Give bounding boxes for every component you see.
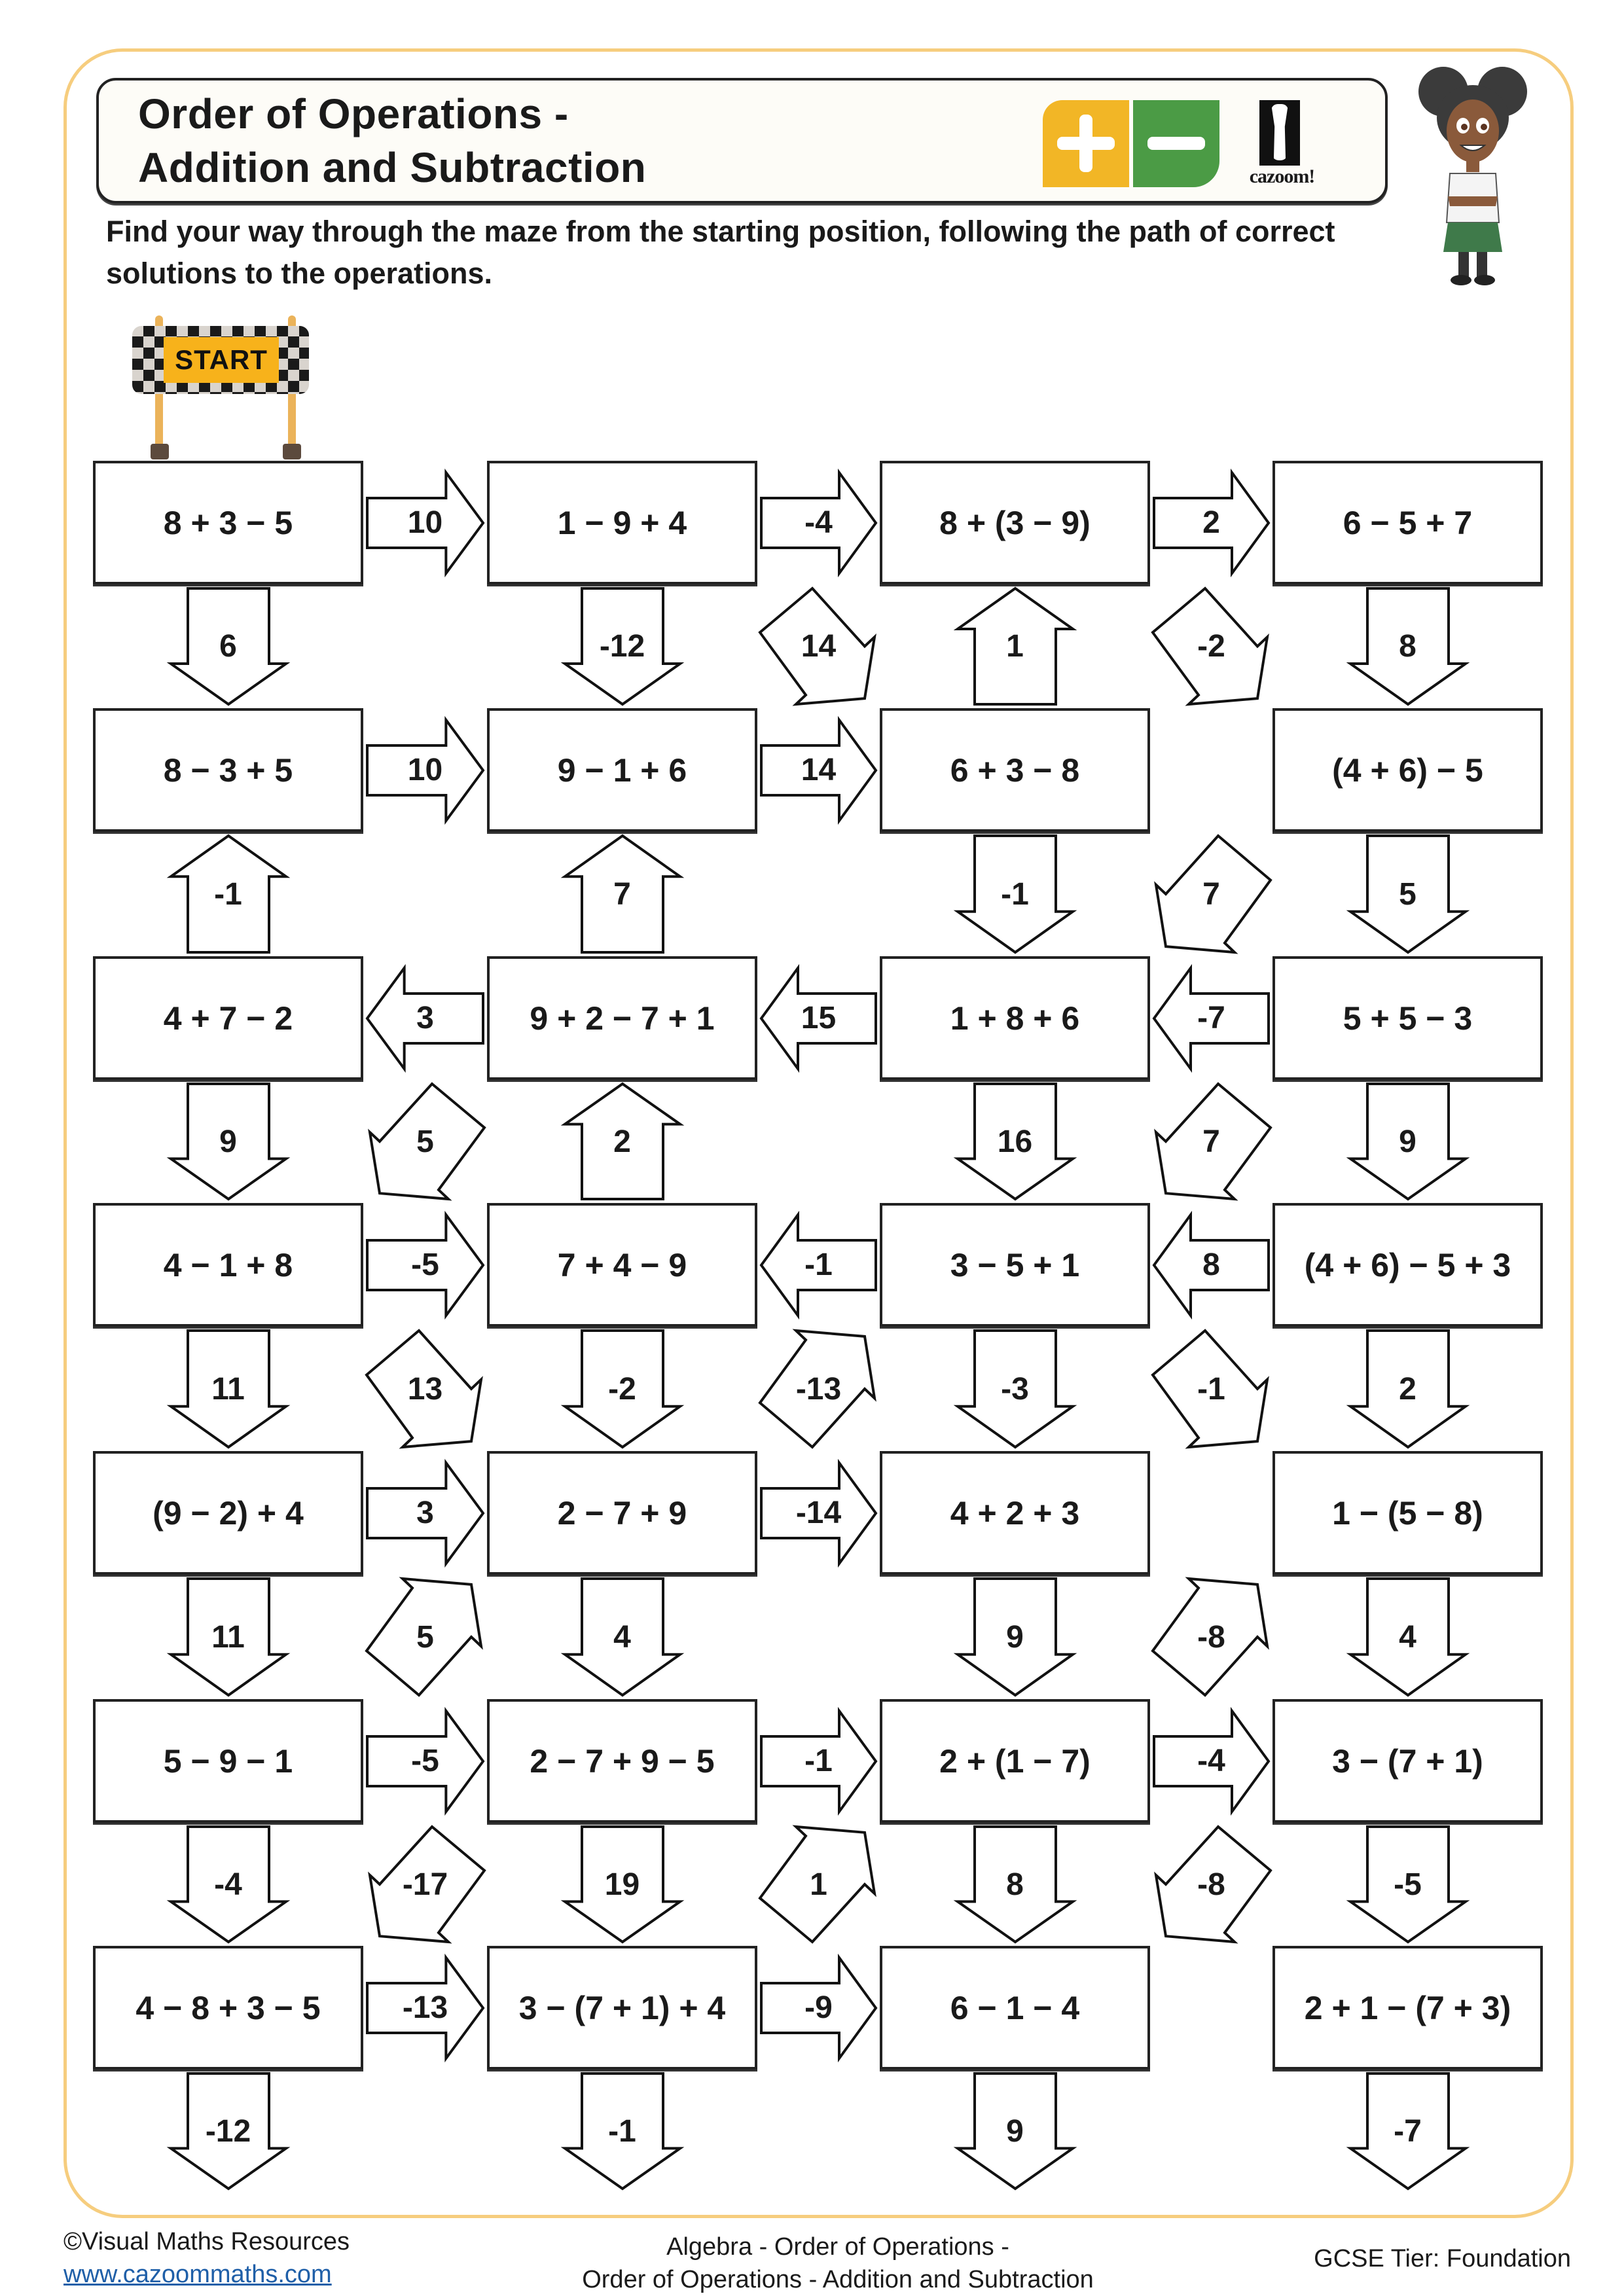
maze-box[interactable]: 2 + (1 − 7): [880, 1699, 1150, 1823]
arrow-label: -14: [795, 1496, 842, 1530]
arrow-up[interactable]: [565, 836, 680, 952]
maze-box[interactable]: 3 − (7 + 1) + 4: [487, 1946, 757, 2070]
maze-box[interactable]: 4 − 1 + 8: [93, 1203, 363, 1327]
arrow-down[interactable]: [1350, 1084, 1466, 1199]
arrow-label: 8: [1399, 629, 1416, 664]
title-banner: [96, 78, 1388, 204]
arrow-right[interactable]: [1154, 473, 1269, 573]
arrow-label: -17: [402, 1867, 448, 1902]
maze-box[interactable]: (4 + 6) − 5: [1272, 708, 1543, 832]
arrow-label: 10: [407, 753, 443, 787]
maze-box[interactable]: 4 − 8 + 3 − 5: [93, 1946, 363, 2070]
website-link[interactable]: www.cazoommaths.com: [63, 2261, 332, 2288]
arrow-label: -1: [804, 1247, 833, 1282]
maze-box[interactable]: 2 + 1 − (7 + 3): [1272, 1946, 1543, 2070]
arrow-label: 5: [416, 1619, 434, 1655]
maze-box[interactable]: 1 − (5 − 8): [1272, 1451, 1543, 1575]
arrow-down-right[interactable]: [1153, 1331, 1271, 1447]
arrow-down[interactable]: [171, 1579, 286, 1695]
arrow-label: 14: [801, 629, 837, 664]
arrow-down-left[interactable]: [1153, 1827, 1271, 1942]
arrow-down[interactable]: [958, 2073, 1073, 2189]
arrow-label: 9: [1399, 1124, 1416, 1159]
maze-box[interactable]: 2 − 7 + 9 − 5: [487, 1699, 757, 1823]
arrow-right[interactable]: [367, 473, 483, 573]
arrow-right[interactable]: [1154, 1711, 1269, 1812]
arrow-down-right[interactable]: [760, 588, 878, 704]
arrow-left[interactable]: [761, 1215, 876, 1316]
arrow-up-right[interactable]: [760, 1331, 878, 1447]
arrow-right[interactable]: [367, 720, 483, 821]
arrow-label: -5: [411, 1247, 439, 1282]
arrow-label: 16: [997, 1124, 1033, 1159]
arrow-up-right[interactable]: [367, 1579, 484, 1695]
arrow-label: 9: [1006, 1619, 1024, 1655]
maze-box[interactable]: 9 + 2 − 7 + 1: [487, 956, 757, 1080]
maze-box[interactable]: 5 − 9 − 1: [93, 1699, 363, 1823]
arrow-down[interactable]: [171, 588, 286, 704]
arrow-label: 6: [219, 629, 237, 664]
topic-line2: Order of Operations - Addition and Subtraction: [582, 2266, 1094, 2293]
arrow-label: 5: [1399, 876, 1416, 912]
arrow-down-left[interactable]: [367, 1084, 484, 1199]
start-label: START: [175, 344, 268, 375]
copyright-text: ©Visual Maths Resources: [63, 2228, 350, 2255]
arrow-label: -7: [1394, 2113, 1422, 2149]
arrow-label: -9: [804, 1990, 833, 2025]
arrow-down[interactable]: [958, 1579, 1073, 1695]
arrow-label: -1: [214, 876, 242, 912]
arrow-label: 8: [1202, 1247, 1220, 1282]
arrow-label: 3: [416, 1496, 434, 1530]
plus-tile-icon: [1043, 100, 1129, 187]
arrow-down[interactable]: [565, 2073, 680, 2189]
arrow-label: -1: [1001, 876, 1029, 912]
arrow-label: -2: [1197, 629, 1225, 664]
arrow-down[interactable]: [565, 1827, 680, 1942]
maze-box[interactable]: 4 + 2 + 3: [880, 1451, 1150, 1575]
page-title-line2: Addition and Subtraction: [138, 144, 647, 191]
arrow-down[interactable]: [1350, 2073, 1466, 2189]
arrow-label: -5: [1394, 1867, 1422, 1902]
arrow-left[interactable]: [761, 968, 876, 1069]
arrow-label: 2: [613, 1124, 631, 1159]
maze-box[interactable]: 6 + 3 − 8: [880, 708, 1150, 832]
arrow-label: -4: [214, 1867, 242, 1902]
maze-box[interactable]: 8 − 3 + 5: [93, 708, 363, 832]
maze-box[interactable]: 9 − 1 + 6: [487, 708, 757, 832]
maze-box[interactable]: (9 − 2) + 4: [93, 1451, 363, 1575]
start-sign: [132, 314, 309, 461]
arrow-label: 1: [1006, 629, 1024, 664]
tier-text: GCSE Tier: Foundation: [1314, 2245, 1571, 2272]
arrow-right[interactable]: [367, 1215, 483, 1316]
arrow-right[interactable]: [367, 1463, 483, 1564]
arrow-down-left[interactable]: [1153, 1084, 1271, 1199]
cazoom-logo-icon: [1248, 94, 1316, 192]
arrow-down[interactable]: [1350, 588, 1466, 704]
arrow-label: 2: [1202, 505, 1220, 540]
arrow-down[interactable]: [958, 1331, 1073, 1447]
maze-box[interactable]: 8 + (3 − 9): [880, 461, 1150, 584]
topic-line1: Algebra - Order of Operations -: [666, 2233, 1009, 2261]
arrow-label: -3: [1001, 1371, 1029, 1407]
arrow-label: 9: [219, 1124, 237, 1159]
arrow-down[interactable]: [1350, 1579, 1466, 1695]
page-title-line1: Order of Operations -: [138, 90, 569, 137]
arrow-right[interactable]: [761, 1711, 876, 1812]
maze-box[interactable]: 8 + 3 − 5: [93, 461, 363, 584]
maze-box[interactable]: 1 + 8 + 6: [880, 956, 1150, 1080]
arrow-label: -7: [1197, 1001, 1225, 1035]
arrow-down-right[interactable]: [367, 1331, 484, 1447]
maze-box[interactable]: 3 − (7 + 1): [1272, 1699, 1543, 1823]
logo-text: cazoom!: [1249, 166, 1315, 187]
arrow-label: 4: [1399, 1619, 1416, 1655]
arrow-label: 13: [407, 1371, 443, 1407]
arrow-down[interactable]: [171, 1331, 286, 1447]
arrow-label: 14: [801, 753, 837, 787]
arrow-label: -13: [795, 1371, 842, 1407]
arrow-label: -4: [1197, 1744, 1225, 1778]
arrow-up[interactable]: [565, 1084, 680, 1199]
arrow-label: 11: [211, 1371, 245, 1407]
arrow-label: -13: [402, 1990, 448, 2025]
maze-box[interactable]: 6 − 5 + 7: [1272, 461, 1543, 584]
girl-mascot-icon: [1407, 65, 1538, 288]
maze-box[interactable]: 4 + 7 − 2: [93, 956, 363, 1080]
arrow-label: -1: [1197, 1371, 1225, 1407]
arrow-up[interactable]: [171, 836, 286, 952]
arrow-label: 3: [416, 1001, 434, 1035]
arrow-down[interactable]: [565, 1331, 680, 1447]
arrow-label: -1: [804, 1744, 833, 1778]
arrow-left[interactable]: [1154, 1215, 1269, 1316]
arrow-right[interactable]: [367, 1958, 483, 2058]
arrow-label: 15: [801, 1001, 837, 1035]
arrow-label: -4: [804, 505, 833, 540]
arrow-label: 7: [1202, 876, 1220, 912]
arrow-label: -1: [608, 2113, 636, 2149]
arrow-label: 4: [613, 1619, 631, 1655]
arrow-down[interactable]: [1350, 836, 1466, 952]
arrow-label: 8: [1006, 1867, 1024, 1902]
arrow-down[interactable]: [958, 1827, 1073, 1942]
arrow-label: 11: [211, 1619, 245, 1655]
maze-box[interactable]: 6 − 1 − 4: [880, 1946, 1150, 2070]
arrow-right[interactable]: [761, 1958, 876, 2058]
arrow-down-left[interactable]: [1153, 836, 1271, 952]
arrow-down[interactable]: [565, 1579, 680, 1695]
arrow-down[interactable]: [171, 1827, 286, 1942]
arrow-label: -5: [411, 1744, 439, 1778]
arrow-right[interactable]: [761, 720, 876, 821]
arrow-label: 7: [1202, 1124, 1220, 1159]
maze-box[interactable]: (4 + 6) − 5 + 3: [1272, 1203, 1543, 1327]
arrow-label: 9: [1006, 2113, 1024, 2149]
arrow-label: -8: [1197, 1619, 1225, 1655]
arrow-down[interactable]: [565, 588, 680, 704]
arrow-up-right[interactable]: [1153, 1579, 1271, 1695]
arrow-down[interactable]: [171, 2073, 286, 2189]
arrow-label: -8: [1197, 1867, 1225, 1902]
maze-box[interactable]: 3 − 5 + 1: [880, 1203, 1150, 1327]
arrow-up-right[interactable]: [760, 1827, 878, 1942]
arrow-label: 1: [810, 1867, 827, 1902]
arrow-label: 2: [1399, 1371, 1416, 1407]
arrow-right[interactable]: [761, 473, 876, 573]
arrow-down-right[interactable]: [1153, 588, 1271, 704]
arrow-label: -12: [599, 629, 645, 664]
arrow-label: 10: [407, 505, 443, 540]
footer-left: [63, 2225, 350, 2291]
arrow-down[interactable]: [171, 1084, 286, 1199]
arrow-label: 5: [416, 1124, 434, 1159]
arrow-down[interactable]: [958, 836, 1073, 952]
arrow-label: -12: [205, 2113, 251, 2149]
minus-tile-icon: [1133, 100, 1219, 187]
arrow-label: 19: [604, 1867, 640, 1902]
arrow-right[interactable]: [367, 1711, 483, 1812]
arrow-down[interactable]: [958, 1084, 1073, 1199]
arrow-left[interactable]: [1154, 968, 1269, 1069]
arrow-down[interactable]: [1350, 1827, 1466, 1942]
arrow-label: -2: [608, 1371, 636, 1407]
arrow-label: 7: [613, 876, 631, 912]
maze-box[interactable]: 5 + 5 − 3: [1272, 956, 1543, 1080]
footer-topic: [458, 2231, 1218, 2296]
instructions-text: Find your way through the maze from the starting position, following the path of correct solutions to the operations.: [106, 215, 1335, 290]
maze-box[interactable]: 7 + 4 − 9: [487, 1203, 757, 1327]
arrow-down[interactable]: [1350, 1331, 1466, 1447]
arrow-down-left[interactable]: [367, 1827, 484, 1942]
arrow-up[interactable]: [958, 588, 1073, 704]
arrow-right[interactable]: [761, 1463, 876, 1564]
maze-box[interactable]: 2 − 7 + 9: [487, 1451, 757, 1575]
maze-box[interactable]: 1 − 9 + 4: [487, 461, 757, 584]
arrow-left[interactable]: [367, 968, 483, 1069]
